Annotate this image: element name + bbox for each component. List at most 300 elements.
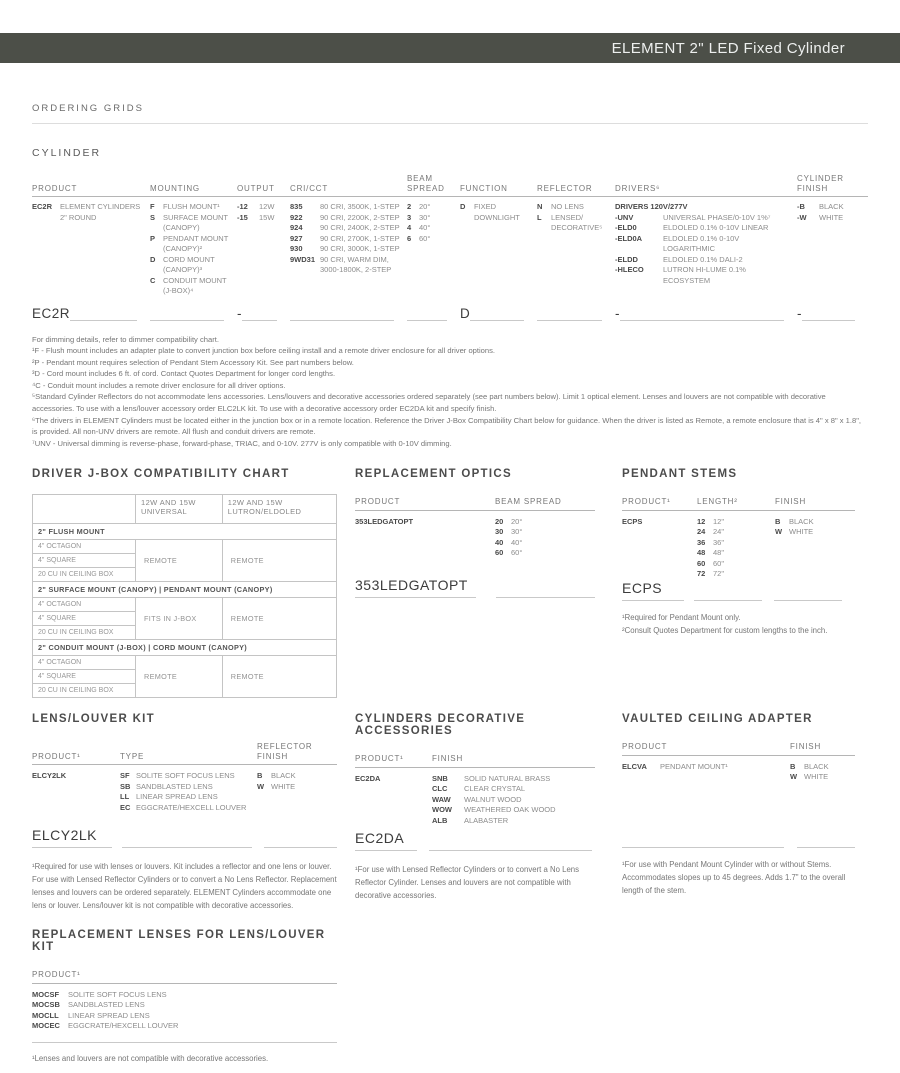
- option-label: 90 CRI, 2200K, 2-STEP: [320, 212, 400, 222]
- option-row: [537, 213, 615, 234]
- product-options: [622, 762, 790, 828]
- order-field-cri-cct: [290, 306, 407, 321]
- order-blank-line: [797, 828, 855, 848]
- pendant-stems-heading: PENDANT STEMS: [622, 468, 738, 481]
- option-row: [432, 784, 595, 795]
- option-code: 60: [697, 558, 706, 568]
- order-blank-line: [122, 828, 252, 848]
- option-label: 20°: [511, 516, 523, 526]
- order-blank-line: [429, 831, 592, 851]
- option-code: 4: [407, 223, 412, 232]
- column-header-finish: FINISH: [775, 497, 807, 507]
- product-code: EC2DA: [355, 773, 381, 783]
- option-code: EC2R: [32, 202, 53, 211]
- option-code: W: [257, 781, 265, 791]
- option-label: EGGCRATE/HEXCELL LOUVER: [68, 1021, 179, 1031]
- option-code: WOW: [432, 805, 452, 815]
- column-header-product: PRODUCT¹: [622, 497, 671, 507]
- jbox-row-label: 20 CU IN CEILING BOX: [33, 684, 136, 698]
- option-row: [495, 517, 595, 528]
- option-label: WEATHERED OAK WOOD: [464, 805, 556, 815]
- option-label: ELDOLED 0.1% 0-10V LOGARITHMIC: [663, 233, 740, 253]
- column-header-function: FUNCTION: [460, 183, 508, 193]
- page-title: ELEMENT 2" LED Fixed Cylinder: [611, 39, 845, 57]
- beam-spread-column: [407, 202, 460, 297]
- option-row: [120, 803, 257, 814]
- replacement-lenses-header-row: [32, 970, 337, 984]
- option-label: SURFACE MOUNT (CANOPY): [163, 212, 228, 232]
- order-field-function: [460, 306, 537, 321]
- option-label: WHITE: [789, 527, 814, 537]
- column-header-beam-spread: BEAM SPREAD: [407, 174, 445, 193]
- option-code: ELCVA: [622, 761, 647, 771]
- option-code: B: [775, 516, 781, 526]
- option-label: 36": [713, 537, 725, 547]
- option-row: [407, 202, 460, 213]
- option-label: SANDBLASTED LENS: [136, 781, 213, 791]
- option-row: [432, 774, 595, 785]
- option-row: [32, 990, 337, 1001]
- option-code: 30: [495, 527, 504, 537]
- lens-louver-order-row: [32, 827, 337, 848]
- order-field-finish: [797, 306, 868, 321]
- option-code: MOCSB: [32, 1000, 60, 1010]
- option-row: [290, 234, 407, 245]
- option-label: 24": [713, 527, 725, 537]
- option-row: [495, 527, 595, 538]
- option-row: [797, 213, 868, 224]
- vaulted-adapter-order-row: [622, 828, 855, 848]
- pendant-stems-body: [622, 511, 855, 580]
- footnote-line: For dimming details, refer to dimmer compatibility chart.: [32, 334, 219, 344]
- column-header-cri-cct: CRI/CCT: [290, 183, 329, 193]
- option-code: -W: [797, 212, 807, 222]
- option-code: SB: [120, 781, 131, 791]
- replacement-lenses-body: [32, 984, 337, 1036]
- option-label: 90 CRI, WARM DIM, 3000-1800K, 2-STEP: [320, 254, 392, 274]
- option-row: [495, 538, 595, 549]
- page-content: [0, 103, 900, 1065]
- option-label: 60": [713, 558, 725, 568]
- option-label: 40°: [511, 537, 523, 547]
- jbox-compat-value: REMOTE: [136, 656, 223, 698]
- jbox-section-title: 2" CONDUIT MOUNT (J-BOX) | CORD MOUNT (CANOPY): [33, 640, 337, 656]
- option-row: [432, 795, 595, 806]
- jbox-section: [32, 468, 337, 713]
- footnote-line: ¹Required for Pendant Mount only.: [622, 612, 741, 622]
- column-header-reflector-finish: REFLECTOR FINISH: [257, 742, 313, 761]
- option-row: [290, 244, 407, 255]
- option-label: SOLID NATURAL BRASS: [464, 773, 551, 783]
- option-row: [697, 538, 775, 549]
- vaulted-adapter-body: [622, 756, 855, 828]
- option-row: [537, 202, 615, 213]
- option-code: 60: [495, 548, 504, 558]
- footnote-line: ³D - Cord mount includes 6 ft. of cord. Contact Quotes Department for longer cord lengths.: [32, 369, 336, 379]
- order-dash: -: [797, 305, 802, 321]
- option-row: [697, 559, 775, 570]
- finish-options: [432, 774, 595, 830]
- option-code: -ELDD: [615, 254, 638, 264]
- cylinder-section-heading: CYLINDER: [32, 147, 102, 159]
- order-code: ECPS: [622, 580, 684, 601]
- pendant-stems-header-row: [622, 497, 855, 511]
- order-field-reflector: [537, 306, 615, 321]
- pendant-stems-order-row: [622, 580, 855, 601]
- option-row: [622, 762, 790, 773]
- option-row: [460, 202, 537, 223]
- option-code: C: [150, 275, 156, 285]
- option-label: ELEMENT CYLINDERS 2" ROUND: [60, 202, 141, 222]
- cylinder-grid-body: [32, 197, 868, 297]
- option-code: MOCLL: [32, 1010, 59, 1020]
- option-code: 3: [407, 212, 412, 222]
- option-code: D: [460, 202, 466, 211]
- option-label: ALABASTER: [464, 815, 509, 825]
- option-label: CORD MOUNT (CANOPY)³: [163, 254, 215, 274]
- jbox-corner-cell: [33, 495, 136, 524]
- option-label: 90 CRI, 2400K, 2-STEP: [320, 223, 400, 232]
- footnote-line: ⁷UNV - Universal dimming is reverse-phase, forward-phase, TRIAC, and 0-10V. 277V is only compatible with 0-10V dimming.: [32, 438, 452, 448]
- column-header-finish: FINISH: [432, 754, 464, 764]
- option-label: SOLITE SOFT FOCUS LENS: [68, 989, 167, 999]
- footnote-line: ¹F - Flush mount includes an adapter plate to convert junction box before ceiling install and a remote driver enclosure for all driver options.: [32, 346, 496, 356]
- option-code: ALB: [432, 815, 448, 825]
- footnote-line: ²P - Pendant mount requires selection of Pendant Stem Accessory Kit. See part numbers below.: [32, 357, 354, 367]
- option-label: LINEAR SPREAD LENS: [136, 792, 218, 802]
- replacement-lens-list: [32, 990, 337, 1032]
- product-code: ELCY2LK: [32, 771, 67, 781]
- option-label: SOLITE SOFT FOCUS LENS: [136, 771, 235, 781]
- option-label: PENDANT MOUNT (CANOPY)²: [163, 233, 229, 253]
- jbox-column-header-universal: 12W AND 15W UNIVERSAL: [136, 495, 223, 524]
- pendant-stems-footnotes: [622, 611, 855, 637]
- option-row: [775, 527, 855, 538]
- decorative-accessories-header-row: [355, 754, 595, 768]
- option-code: 927: [290, 233, 303, 243]
- finish-column: [797, 202, 868, 297]
- option-code: P: [150, 233, 156, 243]
- order-blank-line: [470, 306, 524, 321]
- left-panel-column: [32, 468, 337, 1065]
- replacement-lenses-section: [32, 929, 337, 1065]
- option-label: NO LENS: [551, 202, 584, 211]
- column-header-product: PRODUCT: [622, 742, 668, 752]
- option-label: 60°: [511, 548, 523, 558]
- footnote-line: ⁶The drivers in ELEMENT Cylinders must be located either in the junction box or in a remote location. Reference the Driver J-Box Compatibility Chart below for guidance. When the driver is listed as Remote, a remote enclosure that is 4" x 8" x 1.8", is provided. All non-UNV drivers are remote. All flush and conduit drivers are remote.: [32, 415, 862, 437]
- option-label: 60°: [419, 233, 431, 243]
- option-code: -ELD0: [615, 223, 637, 232]
- option-row: [432, 805, 595, 816]
- option-label: 80 CRI, 3500K, 1-STEP: [320, 202, 400, 211]
- column-header-product: PRODUCT¹: [32, 751, 81, 761]
- option-code: 72: [697, 569, 706, 579]
- product-code: 353LEDGATOPT: [355, 516, 414, 526]
- detail-panels: [32, 468, 868, 1065]
- option-code: 48: [697, 548, 706, 558]
- finish-options: [257, 771, 337, 827]
- option-row: [697, 569, 775, 580]
- beam-options: [495, 517, 595, 577]
- jbox-row-label: 4" SQUARE: [33, 612, 136, 626]
- option-code: 20: [495, 516, 504, 526]
- drivers-list: [615, 213, 797, 287]
- option-code: EC: [120, 802, 131, 812]
- replacement-lenses-heading: REPLACEMENT LENSES FOR LENS/LOUVER KIT: [32, 929, 326, 954]
- option-row: [32, 1000, 337, 1011]
- cylinder-grid-header: [32, 174, 868, 197]
- jbox-compat-value: REMOTE: [136, 540, 223, 582]
- option-label: FIXED DOWNLIGHT: [474, 202, 520, 222]
- order-blank-line: [150, 306, 224, 321]
- decorative-accessories-heading: CYLINDERS DECORATIVE ACCESSORIES: [355, 713, 526, 738]
- option-label: 90 CRI, 3000K, 1-STEP: [320, 244, 400, 253]
- option-label: 48": [713, 548, 725, 558]
- option-row: [790, 762, 855, 773]
- option-row: [290, 223, 407, 234]
- option-row: [120, 771, 257, 782]
- option-row: [697, 517, 775, 528]
- jbox-compat-value: REMOTE: [222, 598, 336, 640]
- option-row: [237, 213, 290, 224]
- option-label: UNIVERSAL PHASE/0-10V 1%⁷: [663, 212, 771, 222]
- drivers-column: [615, 202, 797, 297]
- cylinder-order-row: [32, 306, 868, 321]
- option-row: [32, 1011, 337, 1022]
- vaulted-adapter-heading: VAULTED CEILING ADAPTER: [622, 713, 813, 726]
- option-row: [615, 223, 797, 234]
- order-blank-line: [622, 828, 784, 848]
- replacement-lenses-footnote: ¹Lenses and louvers are not compatible with decorative accessories.: [32, 1053, 269, 1063]
- option-row: [775, 517, 855, 528]
- length-options: [697, 517, 775, 580]
- option-row: [432, 816, 595, 827]
- option-label: CLEAR CRYSTAL: [464, 784, 525, 794]
- option-row: [150, 255, 237, 276]
- option-label: BLACK: [271, 771, 296, 781]
- option-row: [32, 202, 150, 223]
- vaulted-adapter-header-row: [622, 742, 855, 756]
- option-label: ELDOLED 0.1% 0-10V LINEAR: [663, 223, 769, 232]
- order-value: EC2R: [32, 305, 71, 321]
- order-blank-line: [242, 306, 277, 321]
- order-field-mounting: [150, 306, 237, 321]
- jbox-row-label: 4" SQUARE: [33, 670, 136, 684]
- option-row: [615, 234, 797, 255]
- order-field-output: [237, 306, 290, 321]
- order-code: ELCY2LK: [32, 827, 112, 848]
- decorative-accessories-body: [355, 768, 595, 830]
- option-row: [257, 782, 337, 793]
- jbox-row-label: 20 CU IN CEILING BOX: [33, 568, 136, 582]
- option-label: WALNUT WOOD: [464, 794, 522, 804]
- decorative-accessories-order-row: [355, 830, 595, 851]
- column-header-reflector: REFLECTOR: [537, 183, 593, 193]
- title-bar: [0, 33, 900, 63]
- section-divider: [32, 1042, 337, 1043]
- decorative-accessories-footnote: ¹For use with Lensed Reflector Cylinders or to convert a No Lens Reflector Cylinder. Lenses and louvers are not compatible with decorative accessories.: [355, 864, 580, 900]
- option-row: [290, 255, 407, 276]
- option-label: ELDOLED 0.1% DALI-2: [663, 254, 743, 264]
- vaulted-adapter-section: [622, 713, 855, 897]
- order-field-drivers: [615, 306, 797, 321]
- column-header-product: PRODUCT¹: [355, 754, 404, 764]
- replacement-optics-section: [355, 468, 595, 713]
- option-code: 2: [407, 202, 412, 211]
- option-row: [120, 782, 257, 793]
- column-header-product: PRODUCT¹: [32, 970, 81, 980]
- replacement-optics-header-row: [355, 497, 595, 511]
- option-row: [407, 223, 460, 234]
- option-code: -B: [797, 202, 805, 211]
- jbox-row-label: 20 CU IN CEILING BOX: [33, 626, 136, 640]
- option-row: [150, 213, 237, 234]
- option-row: [150, 276, 237, 297]
- option-code: -15: [237, 212, 248, 222]
- option-code: CLC: [432, 784, 448, 794]
- reflector-column: [537, 202, 615, 297]
- option-label: WHITE: [804, 772, 829, 782]
- column-header-beam-spread: BEAM SPREAD: [495, 497, 562, 507]
- column-header-mounting: MOUNTING: [150, 183, 200, 193]
- option-code: SNB: [432, 773, 448, 783]
- lens-louver-footnote: ¹Required for use with lenses or louvers. Kit includes a reflector and one lens or louver. For use with Lensed Reflector Cylinders or to convert a No Lens Reflector. Replacement lenses and louvers can be ordered separately. ELEMENT Cylinders accommodate one lens or louver. Lens/louver kit is not compatible with decorative accessories.: [32, 862, 337, 911]
- jbox-table: [32, 494, 337, 698]
- lens-louver-kit-body: [32, 765, 337, 827]
- jbox-column-header-lutron-eldoled: 12W AND 15W LUTRON/ELDOLED: [222, 495, 336, 524]
- jbox-table-body: [33, 524, 337, 698]
- option-row: [290, 213, 407, 224]
- order-dash: -: [237, 305, 242, 321]
- order-field-beam-spread: [407, 306, 460, 321]
- order-code: 353LEDGATOPT: [355, 577, 476, 598]
- option-label: PENDANT MOUNT¹: [660, 761, 728, 771]
- option-code: SF: [120, 771, 130, 781]
- option-label: FLUSH MOUNT¹: [163, 202, 220, 211]
- option-code: 36: [697, 537, 706, 547]
- option-code: 6: [407, 233, 412, 243]
- product-column: [32, 202, 150, 297]
- option-code: MOCSF: [32, 989, 60, 999]
- option-code: 930: [290, 244, 303, 253]
- option-label: BLACK: [789, 516, 814, 526]
- option-code: 24: [697, 527, 706, 537]
- option-row: [290, 202, 407, 213]
- option-code: W: [790, 772, 798, 782]
- jbox-row-label: 4" SQUARE: [33, 554, 136, 568]
- option-row: [150, 202, 237, 213]
- jbox-compat-value: FITS IN J-BOX: [136, 598, 223, 640]
- option-label: 20°: [419, 202, 431, 211]
- option-label: LENSED/ DECORATIVE⁵: [551, 212, 603, 232]
- option-code: 835: [290, 202, 303, 211]
- jbox-section-title: 2" SURFACE MOUNT (CANOPY) | PENDANT MOUNT (CANOPY): [33, 582, 337, 598]
- option-code: W: [775, 527, 783, 537]
- option-label: EGGCRATE/HEXCELL LOUVER: [136, 802, 247, 812]
- option-label: SANDBLASTED LENS: [68, 1000, 145, 1010]
- column-header-output: OUTPUT: [237, 183, 275, 193]
- option-code: B: [257, 771, 263, 781]
- drivers-group-heading: DRIVERS 120V/277V: [615, 202, 688, 211]
- cri-cct-column: [290, 202, 407, 297]
- order-blank-line: [264, 828, 337, 848]
- option-label: BLACK: [804, 761, 829, 771]
- column-header-product: PRODUCT: [355, 497, 401, 507]
- order-blank-line: [496, 578, 595, 598]
- option-label: CONDUIT MOUNT (J-BOX)⁴: [163, 275, 227, 295]
- jbox-compat-value: REMOTE: [222, 540, 336, 582]
- jbox-row-label: 4" OCTAGON: [33, 540, 136, 554]
- option-label: LINEAR SPREAD LENS: [68, 1010, 150, 1020]
- option-label: BLACK: [819, 202, 844, 211]
- order-dash: -: [615, 305, 620, 321]
- order-blank-line: [537, 306, 602, 321]
- lens-louver-kit-heading: LENS/LOUVER KIT: [32, 713, 156, 726]
- option-code: LL: [120, 792, 130, 802]
- order-blank-line: [407, 306, 447, 321]
- option-row: [237, 202, 290, 213]
- option-code: MOCEC: [32, 1021, 60, 1031]
- column-header-finish: FINISH: [790, 742, 822, 752]
- function-column: [460, 202, 537, 297]
- option-row: [697, 527, 775, 538]
- option-label: 12": [713, 516, 725, 526]
- order-blank-line: [290, 306, 394, 321]
- option-row: [797, 202, 868, 213]
- type-options: [120, 771, 257, 827]
- option-code: N: [537, 202, 543, 211]
- option-label: 12W: [259, 202, 275, 211]
- replacement-optics-order-row: [355, 577, 595, 598]
- footnote-line: ⁴C - Conduit mount includes a remote driver enclosure for all driver options.: [32, 380, 286, 390]
- option-code: S: [150, 212, 156, 222]
- column-header-type: TYPE: [120, 751, 145, 761]
- option-code: L: [537, 212, 542, 222]
- order-blank-line: [620, 306, 784, 321]
- lens-louver-kit-section: [32, 713, 337, 912]
- jbox-section-title: 2" FLUSH MOUNT: [33, 524, 337, 540]
- column-header-cylinder-finish: CYLINDER FINISH: [797, 174, 844, 193]
- option-row: [32, 1021, 337, 1032]
- order-field-product: [32, 306, 150, 321]
- option-row: [495, 548, 595, 559]
- option-code: F: [150, 202, 155, 211]
- finish-options: [775, 517, 855, 580]
- output-column: [237, 202, 290, 297]
- lens-louver-kit-header-row: [32, 742, 337, 765]
- column-header-drivers: DRIVERS⁶: [615, 183, 661, 193]
- replacement-optics-heading: REPLACEMENT OPTICS: [355, 468, 512, 481]
- option-label: 15W: [259, 212, 275, 222]
- option-row: [615, 213, 797, 224]
- jbox-section-heading: DRIVER J-BOX COMPATIBILITY CHART: [32, 468, 290, 481]
- product-code: ECPS: [622, 516, 643, 526]
- jbox-compat-value: REMOTE: [222, 656, 336, 698]
- option-code: -UNV: [615, 212, 634, 222]
- middle-panel-column: [355, 468, 595, 1065]
- option-code: -HLECO: [615, 265, 644, 274]
- order-blank-line: [774, 581, 842, 601]
- option-row: [407, 213, 460, 224]
- replacement-optics-body: [355, 511, 595, 577]
- order-blank-line: [70, 306, 137, 321]
- option-code: -12: [237, 202, 248, 211]
- column-header-length: LENGTH²: [697, 497, 738, 507]
- option-label: 30°: [419, 212, 431, 222]
- option-code: 922: [290, 212, 303, 222]
- option-row: [257, 771, 337, 782]
- cylinder-footnotes: [32, 334, 868, 450]
